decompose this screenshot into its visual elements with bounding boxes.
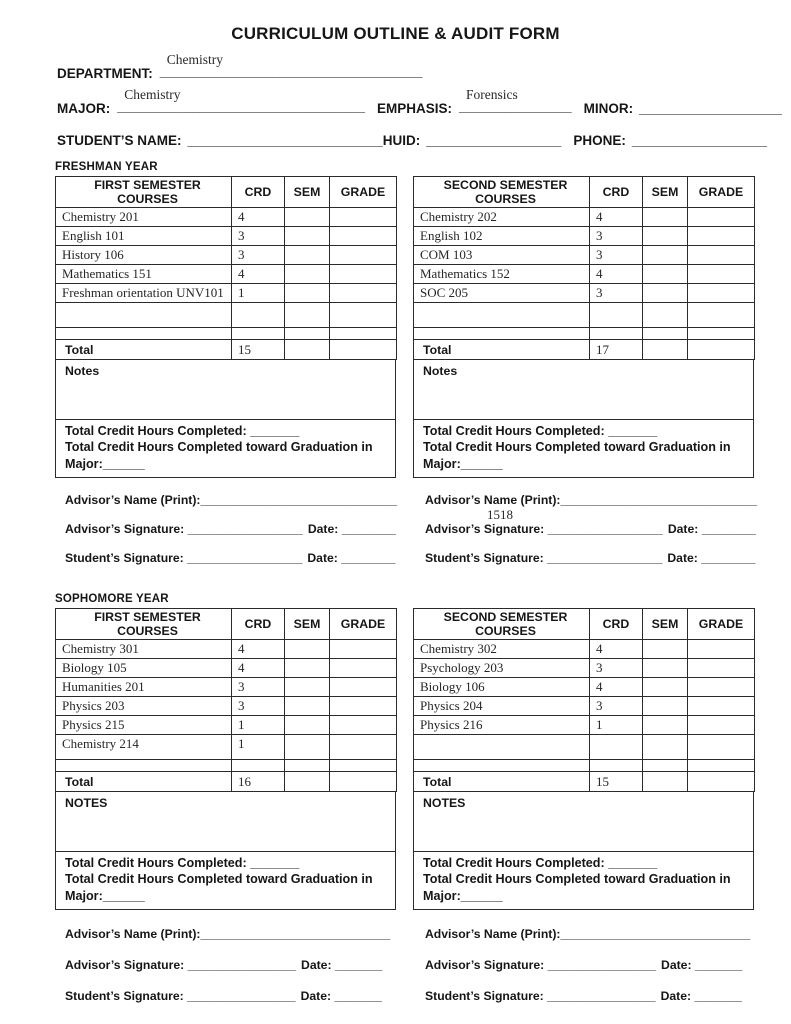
advisor-name-row: Advisor’s Name (Print):____________________________ [425, 927, 751, 942]
course-name-cell: Freshman orientation UNV101 [56, 284, 232, 303]
credit-line-1: Total Credit Hours Completed: _______ [423, 424, 658, 438]
empty-row [56, 328, 397, 340]
sem-cell [285, 340, 330, 360]
grade-cell [330, 208, 397, 227]
major-credit-blank-line: ______ [460, 888, 503, 903]
credit-blank-line: _______ [608, 424, 658, 438]
empty-row [414, 760, 755, 772]
advisor-name-row: Advisor’s Name (Print):_____________________________ [425, 493, 758, 508]
sem-cell [285, 659, 330, 678]
sem-cell [285, 760, 330, 772]
phone-label: PHONE: [573, 133, 626, 148]
sophomore-first-semester-table [55, 608, 397, 792]
credit-line-1: Total Credit Hours Completed: _______ [65, 856, 300, 871]
total-credits: 16 [232, 772, 285, 792]
total-row [414, 340, 755, 360]
sophomore-second-signatures [425, 927, 755, 1020]
freshman-first-semester-block [55, 176, 396, 478]
course-name-cell [56, 760, 232, 772]
grade-cell [330, 659, 397, 678]
date-blank-line: ________ [701, 551, 756, 566]
student-signature-blank-line: ________________ [547, 989, 656, 1004]
freshman-first-semester-table [55, 176, 397, 360]
course-name-cell: Physics 203 [56, 697, 232, 716]
notes-box: Notes [55, 360, 396, 420]
sem-cell [643, 303, 688, 328]
crd-cell [232, 760, 285, 772]
crd-cell: 4 [590, 678, 643, 697]
crd-cell: 4 [590, 640, 643, 659]
grade-column-header: GRADE [330, 177, 397, 208]
course-name-cell: Mathematics 152 [414, 265, 590, 284]
grade-cell [688, 246, 755, 265]
credit-line-3: Major:______ [65, 456, 145, 471]
course-name-cell [414, 735, 590, 760]
advisor-signature-blank-line: _________________ [547, 522, 663, 537]
student-signature-row: Student’s Signature: _________________ Date: ________ [425, 551, 756, 566]
sem-cell [285, 328, 330, 340]
course-name-cell [56, 303, 232, 328]
grade-cell [330, 284, 397, 303]
table-header-row [56, 609, 397, 640]
course-row [56, 659, 397, 678]
department-blank-line: ___________________________________ [159, 64, 423, 79]
grade-cell [688, 772, 755, 792]
date-blank-line: ________ [701, 522, 756, 537]
student-signature-blank-line: ________________ [187, 989, 296, 1004]
notes-box: NOTES [413, 792, 754, 852]
course-row [414, 284, 755, 303]
sem-cell [285, 772, 330, 792]
grade-cell [688, 678, 755, 697]
date-blank-line: _______ [334, 989, 382, 1004]
sem-cell [643, 265, 688, 284]
phone-blank-line: __________________ [631, 133, 768, 148]
crd-cell [590, 760, 643, 772]
advisor-name-blank-line: _____________________________ [560, 493, 758, 508]
huid-blank-line: __________________ [426, 133, 562, 148]
crd-cell: 3 [590, 246, 643, 265]
table-header-row [414, 177, 755, 208]
sophomore-second-semester-block [413, 608, 754, 910]
credit-line-3: Major:______ [65, 888, 145, 903]
emphasis-label: EMPHASIS: [377, 101, 453, 116]
advisor-name-blank-line: _____________________________ [200, 493, 398, 508]
crd-column-header: CRD [232, 609, 285, 640]
course-name-cell: Biology 105 [56, 659, 232, 678]
course-name-cell: Psychology 203 [414, 659, 590, 678]
total-label: Total [414, 340, 590, 360]
course-name-cell: History 106 [56, 246, 232, 265]
freshman-tables-row [55, 176, 791, 478]
sem-cell [285, 208, 330, 227]
emphasis-value: Forensics [466, 87, 518, 102]
grade-cell [330, 735, 397, 760]
sem-cell [643, 659, 688, 678]
crd-cell: 3 [232, 697, 285, 716]
grade-cell [688, 328, 755, 340]
empty-row [56, 303, 397, 328]
course-row [56, 284, 397, 303]
course-name-cell [414, 303, 590, 328]
empty-row [414, 303, 755, 328]
major-credit-blank-line: ______ [102, 888, 145, 903]
sem-cell [285, 284, 330, 303]
crd-cell: 3 [590, 697, 643, 716]
course-name-cell: SOC 205 [414, 284, 590, 303]
advisor-name-blank-line: ____________________________ [200, 927, 391, 942]
credit-hours-box [413, 420, 754, 478]
credit-line-2: Total Credit Hours Completed toward Graduation in [65, 440, 373, 455]
credit-hours-box [55, 852, 396, 910]
grade-cell [330, 678, 397, 697]
credit-line-1: Total Credit Hours Completed: _______ [65, 424, 300, 438]
course-row [414, 678, 755, 697]
minor-blank-line: ___________________ [639, 101, 782, 116]
student-info-row [57, 133, 768, 148]
crd-cell: 3 [232, 678, 285, 697]
grade-cell [330, 772, 397, 792]
sem-cell [643, 716, 688, 735]
advisor-signature-row: Advisor’s Signature: ________________ Date: _______ [425, 958, 743, 973]
sophomore-first-semester-block [55, 608, 396, 910]
crd-cell: 1 [590, 716, 643, 735]
date-blank-line: _______ [334, 958, 383, 973]
crd-cell: 1 [232, 735, 285, 760]
major-credit-blank-line: ______ [460, 456, 503, 471]
grade-column-header: GRADE [688, 177, 755, 208]
credit-blank-line: _______ [250, 424, 300, 438]
crd-cell: 3 [590, 659, 643, 678]
notes-box: NOTES [55, 792, 396, 852]
major-label: MAJOR: [57, 101, 111, 116]
sem-cell [643, 772, 688, 792]
courses-column-header: SECOND SEMESTER COURSES [414, 609, 590, 640]
advisor-signature-row: Advisor’s Signature: _________________ Date: ________ [425, 522, 756, 537]
grade-cell [688, 227, 755, 246]
grade-cell [330, 640, 397, 659]
total-credits: 15 [232, 340, 285, 360]
crd-cell: 4 [232, 640, 285, 659]
sem-cell [285, 227, 330, 246]
student-signature-row: Student’s Signature: ________________ Date: _______ [65, 989, 382, 1004]
major-value: Chemistry [124, 87, 181, 102]
grade-cell [330, 716, 397, 735]
courses-column-header: FIRST SEMESTER COURSES [56, 609, 232, 640]
course-name-cell [414, 328, 590, 340]
date-blank-line: ________ [341, 522, 396, 537]
emphasis-field [459, 87, 572, 116]
page-title: CURRICULUM OUTLINE & AUDIT FORM [231, 24, 560, 43]
courses-column-header: FIRST SEMESTER COURSES [56, 177, 232, 208]
crd-column-header: CRD [590, 609, 643, 640]
department-row [57, 52, 755, 81]
grade-cell [330, 340, 397, 360]
grade-column-header: GRADE [688, 609, 755, 640]
sem-cell [643, 697, 688, 716]
course-name-cell: Biology 106 [414, 678, 590, 697]
course-name-cell: Physics 204 [414, 697, 590, 716]
course-row [56, 697, 397, 716]
date-blank-line: _______ [694, 989, 742, 1004]
total-label: Total [414, 772, 590, 792]
course-row [56, 208, 397, 227]
date-blank-line: _______ [694, 958, 743, 973]
course-name-cell [414, 760, 590, 772]
crd-cell: 4 [232, 659, 285, 678]
advisor-signature-row: Advisor’s Signature: ________________ Date: _______ [65, 958, 383, 973]
student-signature-blank-line: _________________ [547, 551, 663, 566]
credit-line-2: Total Credit Hours Completed toward Graduation in [65, 872, 373, 887]
course-name-cell: Chemistry 202 [414, 208, 590, 227]
sem-cell [285, 697, 330, 716]
major-credit-blank-line: ______ [102, 456, 145, 471]
total-row [56, 340, 397, 360]
sem-cell [285, 303, 330, 328]
sem-cell [643, 328, 688, 340]
crd-cell [232, 328, 285, 340]
credit-line-1: Total Credit Hours Completed: _______ [423, 856, 658, 871]
course-name-cell: Chemistry 301 [56, 640, 232, 659]
course-row [414, 659, 755, 678]
course-row [56, 640, 397, 659]
course-row [56, 227, 397, 246]
major-field [117, 87, 366, 116]
sem-cell [643, 340, 688, 360]
freshman-signature-section [65, 493, 758, 580]
grade-column-header: GRADE [330, 609, 397, 640]
courses-column-header: SECOND SEMESTER COURSES [414, 177, 590, 208]
advisor-signature-blank-line: _________________ [187, 522, 303, 537]
sem-cell [285, 678, 330, 697]
date-blank-line: ________ [341, 551, 396, 566]
sem-cell [643, 735, 688, 760]
crd-column-header: CRD [590, 177, 643, 208]
crd-cell [590, 328, 643, 340]
course-name-cell: Chemistry 201 [56, 208, 232, 227]
advisor-name-row: Advisor’s Name (Print):____________________________ [65, 927, 391, 942]
course-row [414, 716, 755, 735]
grade-cell [688, 735, 755, 760]
department-field [159, 52, 423, 81]
course-row [414, 246, 755, 265]
freshman-first-signatures [65, 493, 398, 580]
sem-cell [285, 640, 330, 659]
department-label: DEPARTMENT: [57, 66, 153, 81]
course-name-cell: Mathematics 151 [56, 265, 232, 284]
notes-box: Notes [413, 360, 754, 420]
empty-row [56, 760, 397, 772]
credit-hours-box [55, 420, 396, 478]
course-row [56, 735, 397, 760]
course-name-cell: Chemistry 302 [414, 640, 590, 659]
total-row [56, 772, 397, 792]
grade-cell [688, 265, 755, 284]
sem-column-header: SEM [285, 177, 330, 208]
freshman-second-signatures [425, 493, 758, 580]
student-signature-row: Student’s Signature: _________________ Date: ________ [65, 551, 396, 566]
course-row [56, 246, 397, 265]
grade-cell [688, 640, 755, 659]
course-name-cell: Humanities 201 [56, 678, 232, 697]
grade-cell [688, 284, 755, 303]
sem-column-header: SEM [643, 177, 688, 208]
department-value: Chemistry [166, 52, 223, 67]
major-blank-line: _________________________________ [117, 99, 366, 114]
advisor-signature-row: Advisor’s Signature: _________________ Date: ________ [65, 522, 396, 537]
course-name-cell: English 102 [414, 227, 590, 246]
advisor-name-row: Advisor’s Name (Print):_____________________________ [65, 493, 398, 508]
crd-cell: 3 [590, 227, 643, 246]
freshman-second-semester-table [413, 176, 755, 360]
advisor-name-blank-line: ____________________________ [560, 927, 751, 942]
total-row [414, 772, 755, 792]
course-row [56, 265, 397, 284]
credit-line-2: Total Credit Hours Completed toward Graduation in [423, 872, 731, 887]
sem-cell [285, 716, 330, 735]
sem-cell [643, 246, 688, 265]
crd-cell: 3 [232, 246, 285, 265]
grade-cell [688, 697, 755, 716]
sophomore-first-signatures [65, 927, 395, 1020]
sem-cell [643, 760, 688, 772]
crd-cell: 1 [232, 284, 285, 303]
empty-row [414, 328, 755, 340]
grade-cell [330, 246, 397, 265]
course-row [414, 227, 755, 246]
grade-cell [330, 760, 397, 772]
advisor-code-value: 1518 [487, 507, 513, 523]
course-name-cell: English 101 [56, 227, 232, 246]
course-name-cell [56, 328, 232, 340]
total-credits: 15 [590, 772, 643, 792]
sem-cell [285, 265, 330, 284]
sophomore-year-heading: SOPHOMORE YEAR [55, 593, 169, 606]
sem-cell [643, 227, 688, 246]
credit-line-3: Major:______ [423, 888, 503, 903]
crd-cell: 4 [232, 265, 285, 284]
grade-cell [330, 303, 397, 328]
course-name-cell: Chemistry 214 [56, 735, 232, 760]
grade-cell [688, 208, 755, 227]
grade-cell [330, 697, 397, 716]
freshman-year-heading: FRESHMAN YEAR [55, 161, 158, 173]
credit-line-3: Major:______ [423, 456, 503, 471]
grade-cell [688, 659, 755, 678]
student-signature-row: Student’s Signature: ________________ Date: _______ [425, 989, 742, 1004]
course-row [414, 265, 755, 284]
crd-cell: 3 [590, 284, 643, 303]
crd-cell: 3 [232, 227, 285, 246]
sem-cell [285, 246, 330, 265]
student-name-blank-line: __________________________ [187, 133, 383, 148]
course-row [414, 697, 755, 716]
credit-hours-box [413, 852, 754, 910]
student-name-label: STUDENT’S NAME: [57, 133, 182, 148]
crd-cell: 1 [232, 716, 285, 735]
grade-cell [330, 265, 397, 284]
total-credits: 17 [590, 340, 643, 360]
course-row [414, 208, 755, 227]
grade-cell [688, 303, 755, 328]
course-row [414, 640, 755, 659]
empty-row [414, 735, 755, 760]
total-label: Total [56, 772, 232, 792]
sophomore-tables-row [55, 608, 791, 910]
sem-cell [285, 735, 330, 760]
sophomore-signature-section [65, 927, 755, 1020]
crd-cell [232, 303, 285, 328]
sem-cell [643, 678, 688, 697]
credit-line-2: Total Credit Hours Completed toward Graduation in [423, 440, 731, 455]
emphasis-blank-line: _______________ [459, 99, 572, 114]
course-row [56, 678, 397, 697]
freshman-second-semester-block [413, 176, 754, 478]
course-name-cell: COM 103 [414, 246, 590, 265]
grade-cell [330, 328, 397, 340]
table-header-row [414, 609, 755, 640]
credit-blank-line: _______ [250, 856, 300, 871]
crd-cell: 4 [590, 208, 643, 227]
credit-blank-line: _______ [608, 856, 658, 871]
major-emphasis-minor-row [57, 87, 782, 116]
sophomore-second-semester-table [413, 608, 755, 792]
crd-cell: 4 [590, 265, 643, 284]
grade-cell [688, 716, 755, 735]
grade-cell [688, 340, 755, 360]
advisor-signature-blank-line: ________________ [187, 958, 297, 973]
crd-column-header: CRD [232, 177, 285, 208]
sem-column-header: SEM [643, 609, 688, 640]
total-label: Total [56, 340, 232, 360]
course-name-cell: Physics 216 [414, 716, 590, 735]
grade-cell [688, 760, 755, 772]
sem-column-header: SEM [285, 609, 330, 640]
sem-cell [643, 640, 688, 659]
table-header-row [56, 177, 397, 208]
crd-cell: 4 [232, 208, 285, 227]
crd-cell [590, 303, 643, 328]
sem-cell [643, 284, 688, 303]
advisor-signature-blank-line: ________________ [547, 958, 657, 973]
grade-cell [330, 227, 397, 246]
sem-cell [643, 208, 688, 227]
crd-cell [590, 735, 643, 760]
minor-label: MINOR: [583, 101, 634, 116]
student-signature-blank-line: _________________ [187, 551, 303, 566]
course-name-cell: Physics 215 [56, 716, 232, 735]
course-row [56, 716, 397, 735]
huid-label: HUID: [382, 133, 421, 148]
